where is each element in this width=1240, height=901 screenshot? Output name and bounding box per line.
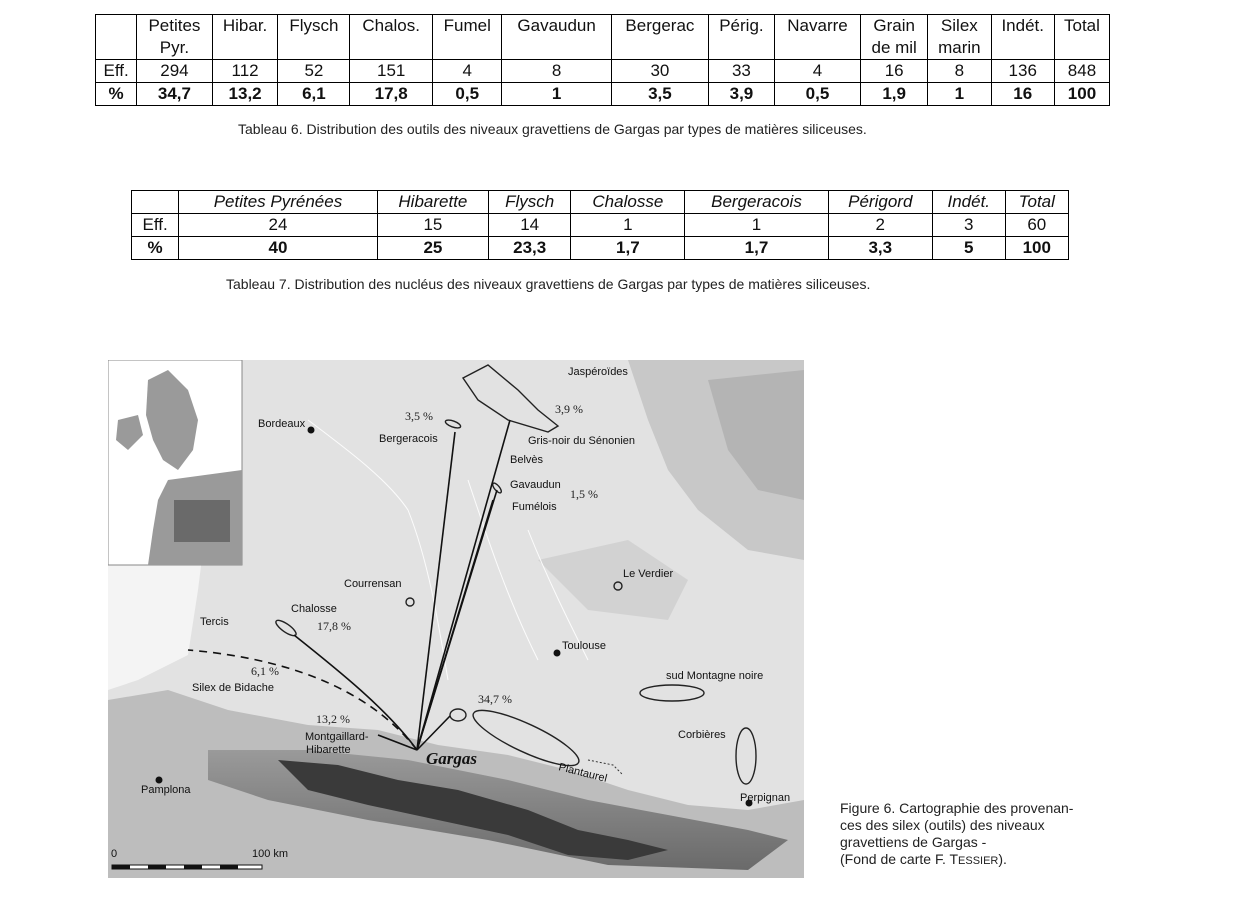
label-toulouse: Toulouse (562, 640, 607, 652)
label-pct347: 34,7 % (478, 692, 512, 706)
table-7 (131, 190, 1069, 260)
table-6 (95, 14, 1110, 106)
label-pct39: 3,9 % (555, 402, 583, 416)
table-7-cell: 1,7 (685, 237, 828, 260)
inset-map (108, 360, 242, 565)
table-6-cell: 0,5 (774, 83, 860, 106)
label-tercis: Tercis (200, 616, 229, 628)
label-bergeracois: Bergeracois (379, 433, 438, 445)
table-6-cell: 294 (137, 60, 212, 83)
label-gargas: Gargas (426, 749, 478, 768)
table-7-header-cell: Chalosse (571, 191, 685, 214)
label-pct15: 1,5 % (570, 487, 598, 501)
table-7-cell: 40 (179, 237, 378, 260)
label-belves: Belvès (510, 454, 544, 466)
table-6-cell: 30 (611, 60, 708, 83)
table-6-cell: 112 (212, 60, 278, 83)
table-6-cell: 1 (928, 83, 991, 106)
table-7-cell: 100 (1005, 237, 1068, 260)
label-gavaudun: Gavaudun (510, 479, 561, 491)
table-6-cell: 8 (502, 60, 611, 83)
table-6-header-cell: Bergerac (611, 15, 708, 60)
figure-6-caption: Figure 6. Cartographie des provenan- ces des silex (outils) des niveaux gravettiens de Gargas - (Fond de carte F. TESSIER). (840, 800, 1074, 867)
table-7-cell: 15 (377, 214, 488, 237)
table-6-cell: 34,7 (137, 83, 212, 106)
table-6-cell: 52 (278, 60, 350, 83)
table-6-cell: 13,2 (212, 83, 278, 106)
table-7-header-cell (132, 191, 179, 214)
table-7-cell: 1,7 (571, 237, 685, 260)
table-6-cell: 0,5 (433, 83, 502, 106)
label-pct35: 3,5 % (405, 409, 433, 423)
table-7-header-cell: Périgord (828, 191, 932, 214)
table-6-cell: 3,5 (611, 83, 708, 106)
table-6-cell: 848 (1054, 60, 1109, 83)
table-7-cell: 2 (828, 214, 932, 237)
table-7-cell: 60 (1005, 214, 1068, 237)
svg-text:0: 0 (111, 848, 118, 860)
table-7-cell: 23,3 (489, 237, 571, 260)
table-6-cell: 33 (709, 60, 775, 83)
label-grisnoir: Gris-noir du Sénonien (528, 435, 636, 447)
label-sudmontagne: sud Montagne noire (666, 670, 764, 682)
table-6-header-cell: Chalos. (350, 15, 433, 60)
table-6-cell: 17,8 (350, 83, 433, 106)
table-7-header-cell: Hibarette (377, 191, 488, 214)
label-chalosse: Chalosse (291, 603, 337, 615)
table-7-header-cell: Bergeracois (685, 191, 828, 214)
table-6-cell: 136 (991, 60, 1054, 83)
table-7-cell: 3 (932, 214, 1005, 237)
provenance-map (108, 360, 804, 878)
table-6-cell: 8 (928, 60, 991, 83)
label-pct61: 6,1 % (251, 664, 279, 678)
label-courrensan: Courrensan (344, 578, 402, 590)
label-pamplona: Pamplona (141, 784, 191, 796)
table-6-header-cell: Périg. (709, 15, 775, 60)
table-6-header-cell: Silex marin (928, 15, 991, 60)
table-6-cell: 16 (991, 83, 1054, 106)
table-6-cell: 4 (774, 60, 860, 83)
table-6-cell: 1,9 (861, 83, 928, 106)
table-6-header-cell: Hibar. (212, 15, 278, 60)
label-bordeaux: Bordeaux (258, 418, 306, 430)
inset-highlight (174, 500, 230, 542)
table-6-cell: 16 (861, 60, 928, 83)
table-7-cell: 24 (179, 214, 378, 237)
table-7-header-cell: Total (1005, 191, 1068, 214)
table-7-cell: 1 (685, 214, 828, 237)
table-6-cell: 6,1 (278, 83, 350, 106)
table-6-cell: 151 (350, 60, 433, 83)
label-perpignan: Perpignan (740, 792, 791, 804)
table-6-cell: 3,9 (709, 83, 775, 106)
label-hibarette: Hibarette (306, 744, 351, 756)
table-6-caption: Tableau 6. Distribution des outils des niveaux gravettiens de Gargas par types de matières siliceuses. (238, 121, 867, 137)
table-7-header-cell: Petites Pyrénées (179, 191, 378, 214)
label-bidache: Silex de Bidache (192, 682, 274, 694)
table-7-header-cell: Indét. (932, 191, 1005, 214)
label-corbieres: Corbières (678, 729, 726, 741)
table-7-caption: Tableau 7. Distribution des nucléus des niveaux gravettiens de Gargas par types de matières siliceuses. (226, 276, 871, 292)
table-6-cell: 4 (433, 60, 502, 83)
table-6-header-cell: Navarre (774, 15, 860, 60)
table-6-header-cell: Fumel (433, 15, 502, 60)
table-7-cell: Eff. (132, 214, 179, 237)
table-7-cell: 14 (489, 214, 571, 237)
table-6-cell: % (96, 83, 137, 106)
table-6-cell: 100 (1054, 83, 1109, 106)
table-6-header-cell: Flysch (278, 15, 350, 60)
table-6-header-cell: Total (1054, 15, 1109, 60)
label-fumelois: Fumélois (512, 501, 557, 513)
label-plantaurel: Plantaurel (557, 761, 609, 785)
table-6-header-cell (96, 15, 137, 60)
table-7-header-cell: Flysch (489, 191, 571, 214)
label-pct132: 13,2 % (316, 712, 350, 726)
table-7-cell: 25 (377, 237, 488, 260)
label-leverdier: Le Verdier (623, 568, 674, 580)
table-7-cell: % (132, 237, 179, 260)
table-7-cell: 1 (571, 214, 685, 237)
table-6-header-cell: Indét. (991, 15, 1054, 60)
table-6-cell: Eff. (96, 60, 137, 83)
label-pct178: 17,8 % (317, 619, 351, 633)
table-6-header-cell: Gavaudun (502, 15, 611, 60)
svg-text:100 km: 100 km (252, 848, 289, 860)
label-montgaillard: Montgaillard- (305, 731, 369, 743)
table-7-cell: 3,3 (828, 237, 932, 260)
table-7-cell: 5 (932, 237, 1005, 260)
table-6-header-cell: Petites Pyr. (137, 15, 212, 60)
table-6-header-cell: Grain de mil (861, 15, 928, 60)
table-6-cell: 1 (502, 83, 611, 106)
label-jasperoides: Jaspéroïdes (568, 366, 628, 378)
